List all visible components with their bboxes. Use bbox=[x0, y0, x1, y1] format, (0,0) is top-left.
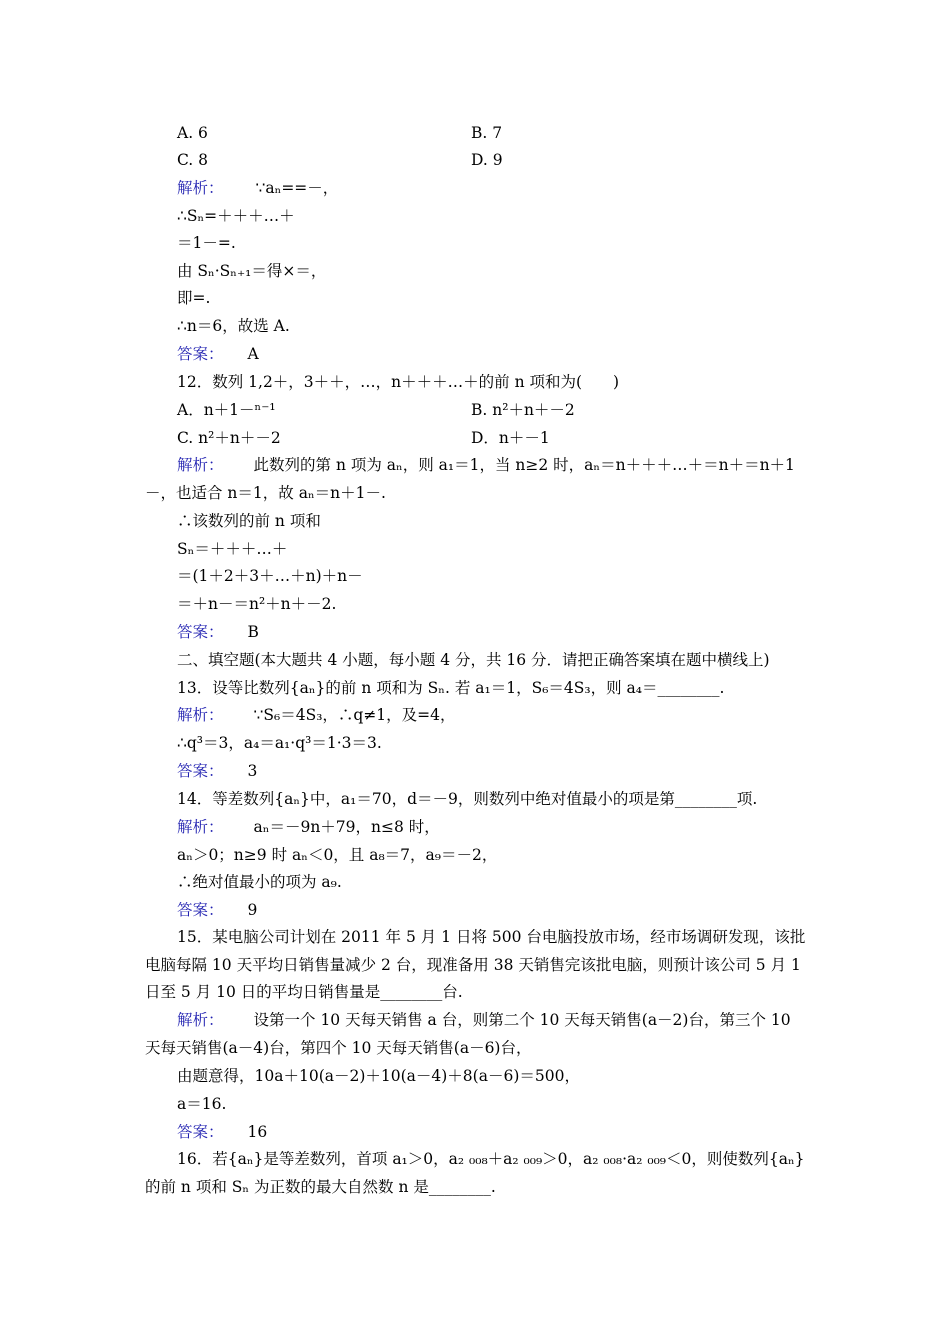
q11-line2: ∴Sₙ=＋＋＋…＋ bbox=[177, 207, 295, 225]
analysis-label: 解析： bbox=[177, 456, 224, 474]
q14-stem: 14．等差数列{aₙ}中，a₁＝70，d＝－9，则数列中绝对值最小的项是第________项. bbox=[177, 790, 758, 808]
q15-line2: 由题意得，10a＋10(a－2)＋10(a－4)＋8(a－6)＝500， bbox=[177, 1067, 580, 1085]
q11-line5: 即=. bbox=[177, 289, 211, 307]
q12-line3: Sₙ＝＋＋＋…＋ bbox=[177, 540, 288, 558]
section-heading: 二、填空题(本大题共 4 小题，每小题 4 分，共 16 分．请把正确答案填在题中横线上) bbox=[177, 651, 770, 669]
analysis-text: 此数列的第 n 项为 aₙ，则 a₁＝1，当 n≥2 时，aₙ＝n＋＋＋…＋＝n＋＝n＋1－，也适合 n＝1，故 aₙ＝n＋1－. bbox=[145, 456, 795, 502]
q15-stem: 15．某电脑公司计划在 2011 年 5 月 1 日将 500 台电脑投放市场，经市场调研发现，该批电脑每隔 10 天平均日销售量减少 2 台，现准备用 38 天销售完该批电脑，则预计该公司 5 月 1 日至 5 月 10 日的平均日销售量是________台. bbox=[145, 928, 806, 1001]
q11-option-c: C. 8 bbox=[177, 151, 209, 169]
q11-line6: ∴n＝6，故选 A. bbox=[177, 317, 290, 335]
analysis-text: ∵aₙ==－， bbox=[255, 179, 339, 197]
q15-stem-block bbox=[145, 924, 810, 1007]
q11-line4: 由 Sₙ·Sₙ₊₁＝得×＝， bbox=[177, 262, 327, 280]
q13-answer bbox=[177, 761, 257, 781]
q11-option-d: D. 9 bbox=[471, 151, 503, 169]
answer-label: 答案： bbox=[177, 762, 224, 780]
q15-analysis bbox=[145, 1007, 810, 1062]
q16-stem: 16．若{aₙ}是等差数列，首项 a₁＞0，a₂ ₀₀₈＋a₂ ₀₀₉＞0，a₂ ₀₀₈·a₂ ₀₀₉＜0，则使数列{aₙ}的前 n 项和 Sₙ 为正数的最大自然数 n 是________. bbox=[145, 1150, 805, 1196]
q11-answer bbox=[177, 344, 259, 364]
q12-line5: ＝＋n－＝n²＋n＋－2. bbox=[177, 595, 337, 613]
q12-line4: ＝(1＋2＋3＋…＋n)＋n－ bbox=[177, 567, 363, 585]
q11-option-a: A. 6 bbox=[177, 124, 208, 142]
answer-value: 16 bbox=[247, 1123, 268, 1141]
analysis-text: ∵S₆＝4S₃，∴q≠1，及=4， bbox=[253, 706, 456, 724]
answer-label: 答案： bbox=[177, 1123, 224, 1141]
q12-answer bbox=[177, 622, 259, 642]
answer-value: B bbox=[247, 623, 259, 641]
q14-line2: aₙ＞0；n≥9 时 aₙ＜0，且 a₈＝7，a₉＝－2， bbox=[177, 846, 498, 864]
q15-answer bbox=[177, 1122, 267, 1142]
analysis-label: 解析： bbox=[177, 818, 224, 836]
q12-option-c: C. n²＋n＋－2 bbox=[177, 429, 281, 447]
q12-line2: ∴该数列的前 n 项和 bbox=[177, 512, 321, 530]
q15-line3: a＝16. bbox=[177, 1095, 227, 1113]
answer-label: 答案： bbox=[177, 623, 224, 641]
analysis-label: 解析： bbox=[177, 706, 224, 724]
q11-option-b: B. 7 bbox=[471, 124, 503, 142]
q14-line3: ∴绝对值最小的项为 a₉. bbox=[177, 873, 342, 891]
q13-analysis bbox=[177, 705, 456, 725]
answer-value: 3 bbox=[247, 762, 258, 780]
q16-stem-block bbox=[145, 1146, 810, 1201]
analysis-label: 解析： bbox=[177, 179, 224, 197]
q14-analysis bbox=[177, 817, 440, 837]
analysis-text: 设第一个 10 天每天销售 a 台，则第二个 10 天每天销售(a－2)台，第三个 10 天每天销售(a－4)台，第四个 10 天每天销售(a－6)台， bbox=[145, 1011, 791, 1057]
q13-line2: ∴q³＝3，a₄＝a₁·q³＝1·3＝3. bbox=[177, 734, 382, 752]
q12-option-a: A．n＋1－ⁿ⁻¹ bbox=[177, 401, 276, 419]
answer-label: 答案： bbox=[177, 901, 224, 919]
q12-stem: 12．数列 1,2＋，3＋＋，…，n＋＋＋…＋的前 n 项和为( ) bbox=[177, 373, 620, 391]
answer-value: A bbox=[247, 345, 259, 363]
q11-line3: ＝1－=. bbox=[177, 234, 236, 252]
answer-label: 答案： bbox=[177, 345, 224, 363]
q13-stem: 13．设等比数列{aₙ}的前 n 项和为 Sₙ. 若 a₁＝1，S₆＝4S₃，则 a₄＝________. bbox=[177, 679, 725, 697]
q12-option-b: B. n²＋n＋－2 bbox=[471, 401, 575, 419]
q14-answer bbox=[177, 900, 257, 920]
q12-option-d: D．n＋－1 bbox=[471, 429, 550, 447]
analysis-label: 解析： bbox=[177, 1011, 224, 1029]
q11-analysis bbox=[177, 178, 338, 198]
answer-value: 9 bbox=[247, 901, 258, 919]
analysis-text: aₙ＝－9n＋79，n≤8 时， bbox=[253, 818, 440, 836]
q12-analysis bbox=[145, 452, 810, 507]
